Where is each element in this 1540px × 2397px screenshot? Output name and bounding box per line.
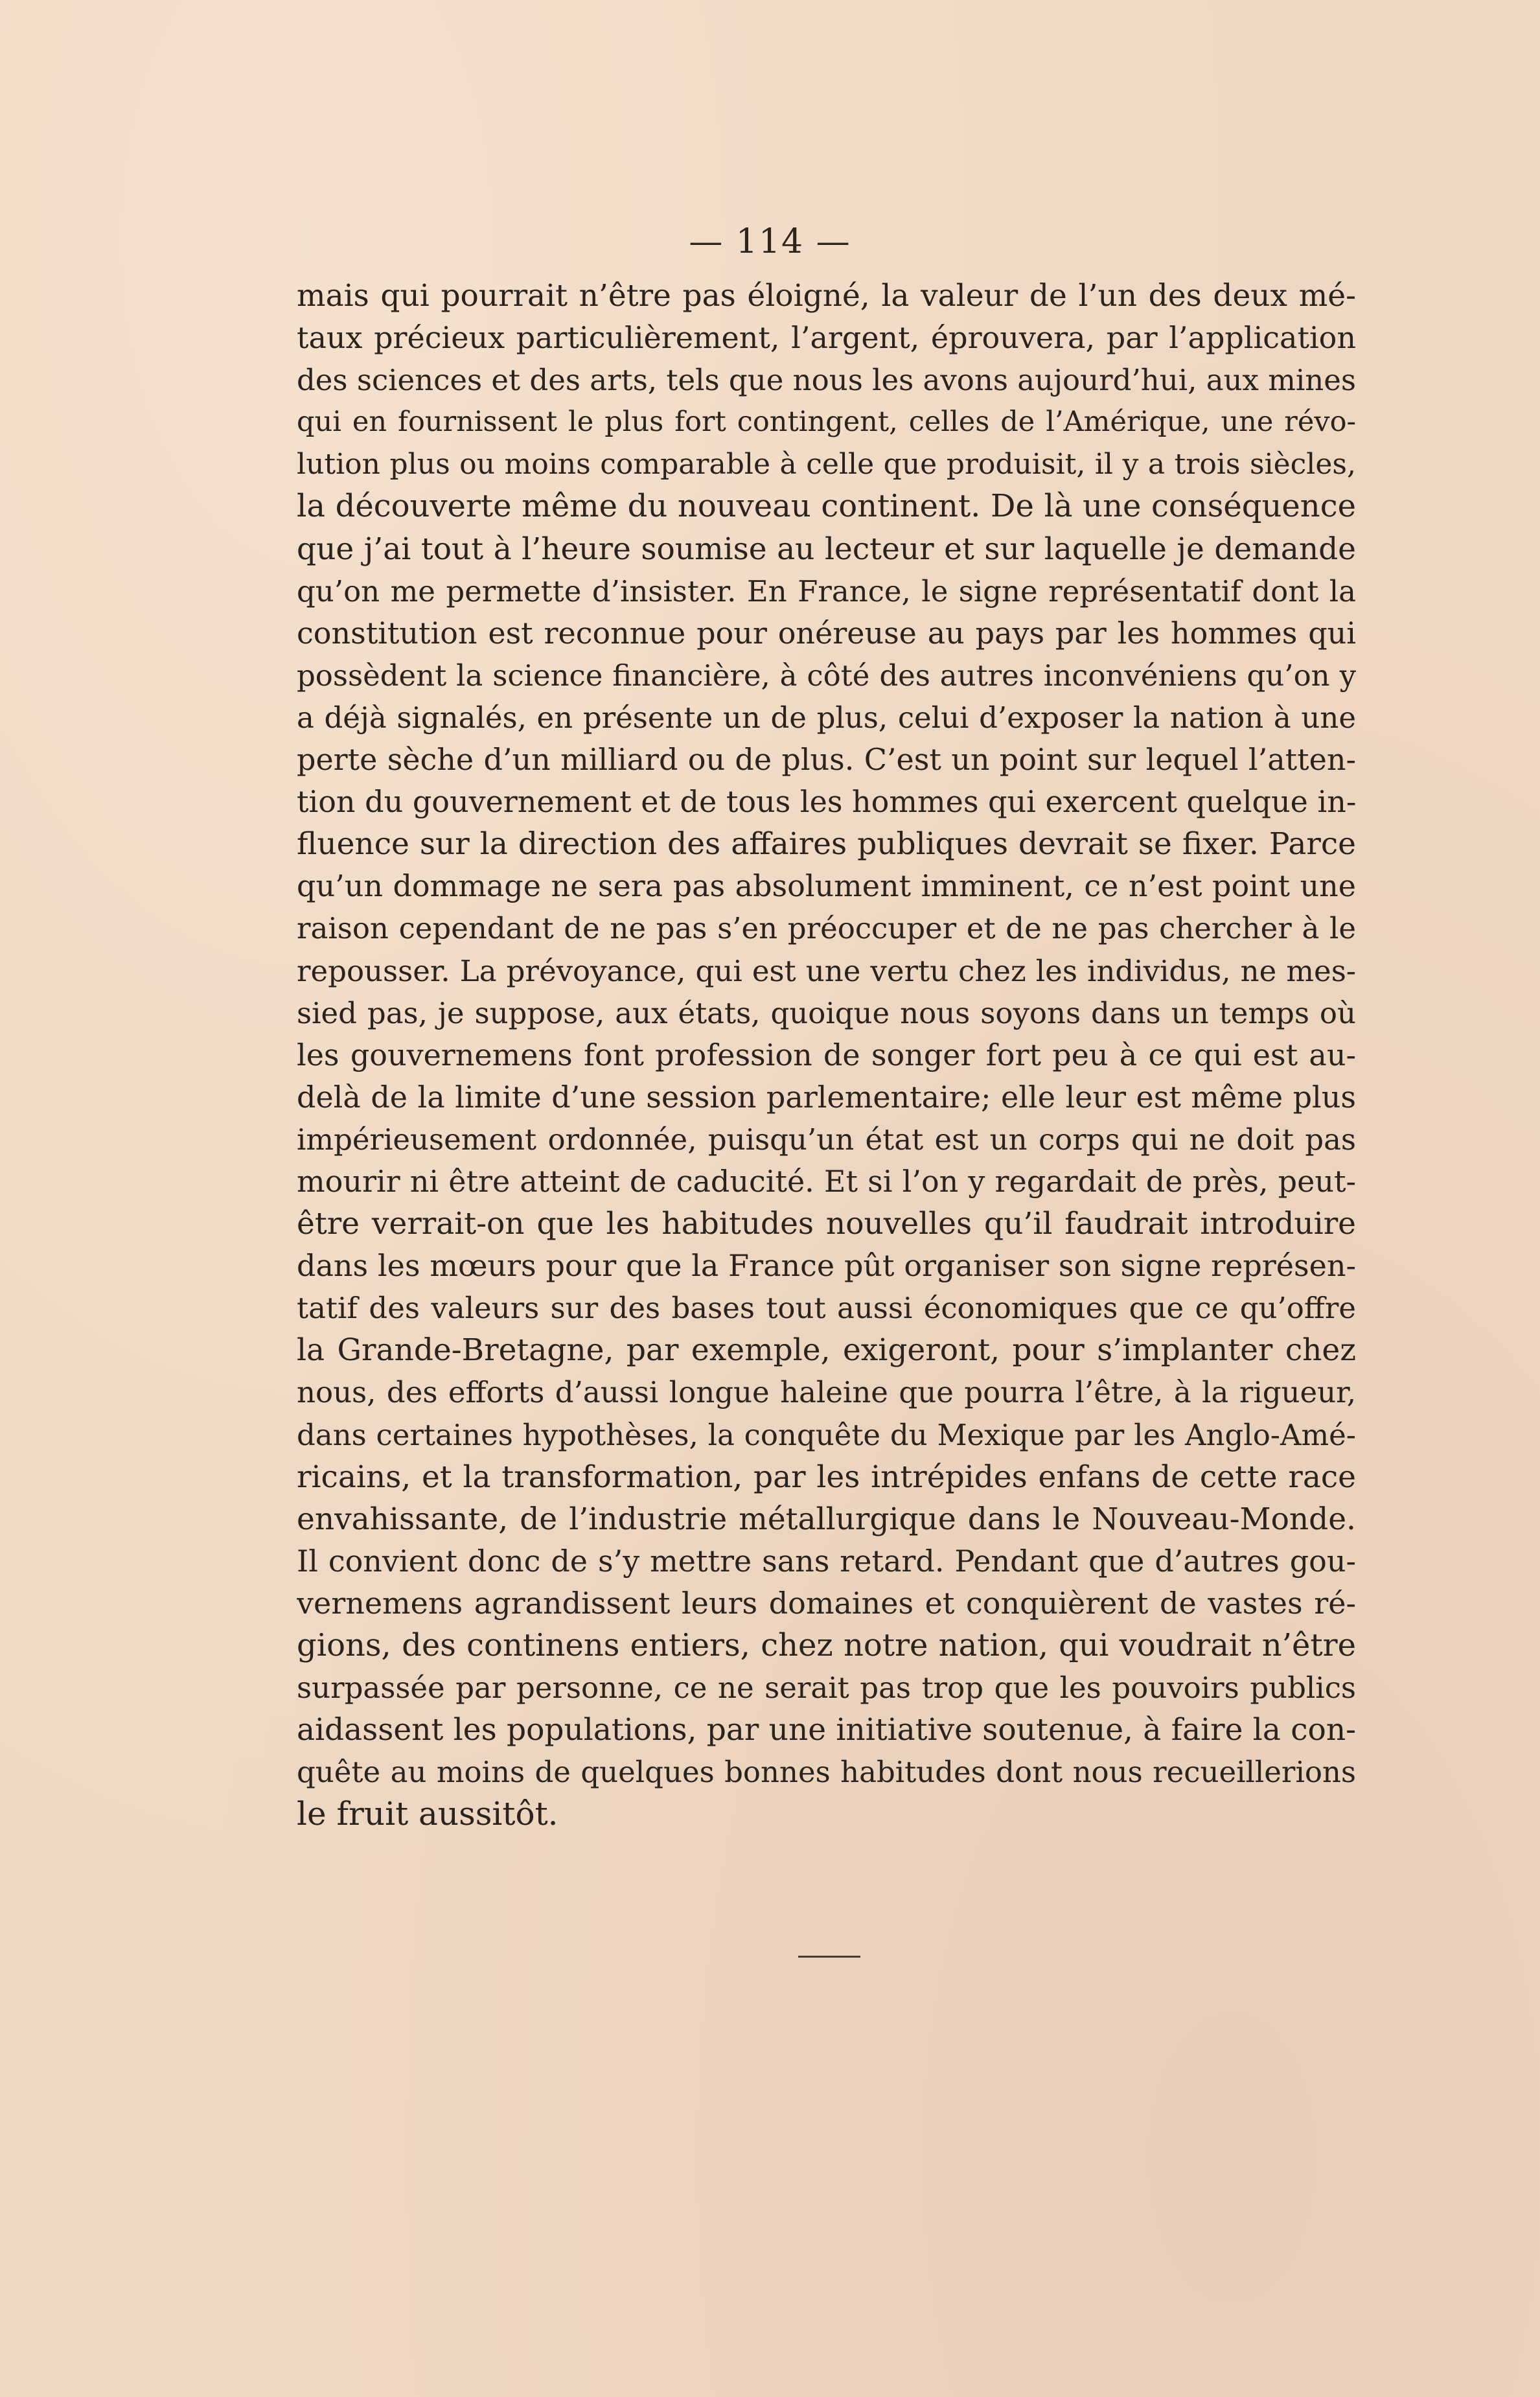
text-line: qui en fournissent le plus fort contingent, celles de l’Amérique, une révo- [297,406,1356,439]
text-line: aidassent les populations, par une initiative soutenue, à faire la con- [297,1712,1356,1748]
page-number: — 114 — [689,222,851,261]
text-line: tion du gouvernement et de tous les hommes qui exercent quelque in- [297,784,1356,820]
text-line: constitution est reconnue pour onéreuse au pays par les hommes qui [297,615,1356,651]
text-line: gions, des continens entiers, chez notre nation, qui voudrait n’être [297,1627,1356,1663]
text-line: possèdent la science financière, à côté des autres inconvéniens qu’on y [297,658,1356,693]
text-line: raison cependant de ne pas s’en préoccuper et de ne pas chercher à le [297,911,1356,946]
text-line: perte sèche d’un milliard ou de plus. C’est un point sur lequel l’atten- [297,742,1356,778]
text-line: tatif des valeurs sur des bases tout aussi économiques que ce qu’offre [297,1291,1356,1326]
text-line: sied pas, je suppose, aux états, quoique nous soyons dans un temps où [297,995,1356,1030]
text-line: mourir ni être atteint de caducité. Et si l’on y regardait de près, peut- [297,1163,1356,1199]
text-line: qu’un dommage ne sera pas absolument imminent, ce n’est point une [297,868,1356,904]
text-line: quête au moins de quelques bonnes habitudes dont nous recueillerions [297,1755,1356,1790]
text-line: mais qui pourrait n’être pas éloigné, la valeur de l’un des deux mé- [297,278,1356,314]
text-line: taux précieux particulièrement, l’argent, éprouvera, par l’application [297,320,1356,356]
text-line: Il convient donc de s’y mettre sans retard. Pendant que d’autres gou- [297,1543,1356,1579]
text-line: la Grande-Bretagne, par exemple, exigeront, pour s’implanter chez [297,1332,1356,1369]
text-line: vernemens agrandissent leurs domaines et conquièrent de vastes ré- [297,1585,1356,1621]
text-line: delà de la limite d’une session parlementaire; elle leur est même plus [297,1079,1356,1115]
text-line: envahissante, de l’industrie métallurgique dans le Nouveau-Monde. [297,1501,1356,1537]
text-line: la découverte même du nouveau continent. De là une conséquence [297,488,1356,525]
body-text [297,275,1356,1835]
text-line: nous, des efforts d’aussi longue haleine que pourra l’être, à la rigueur, [297,1375,1356,1410]
text-line: surpassée par personne, ce ne serait pas trop que les pouvoirs publics [297,1671,1356,1706]
text-line: que j’ai tout à l’heure soumise au lecteur et sur laquelle je demande [297,531,1356,567]
text-line: repousser. La prévoyance, qui est une vertu chez les individus, ne mes- [297,953,1356,988]
text-line: les gouvernemens font profession de songer fort peu à ce qui est au- [297,1037,1356,1072]
text-line: dans certaines hypothèses, la conquête du Mexique par les Anglo-Amé- [297,1417,1356,1452]
text-line: dans les mœurs pour que la France pût organiser son signe représen- [297,1248,1356,1284]
text-line: qu’on me permette d’insister. En France, le signe représentatif dont la [297,573,1356,608]
text-line: lution plus ou moins comparable à celle que produisit, il y a trois siècles, [297,448,1356,481]
text-line: le fruit aussitôt. [297,1795,558,1833]
text-line: ricains, et la transformation, par les intrépides enfans de cette race [297,1459,1356,1495]
text-line: être verrait-on que les habitudes nouvelles qu’il faudrait introduire [297,1206,1356,1242]
text-line: a déjà signalés, en présente un de plus, celui d’exposer la nation à une [297,700,1356,735]
text-line: des sciences et des arts, tels que nous les avons aujourd’hui, aux mines [297,363,1356,398]
text-line: impérieusement ordonnée, puisqu’un état est un corps qui ne doit pas [297,1122,1356,1157]
text-line: fluence sur la direction des affaires publiques devrait se fixer. Parce [297,826,1356,863]
end-rule [798,1956,860,1958]
